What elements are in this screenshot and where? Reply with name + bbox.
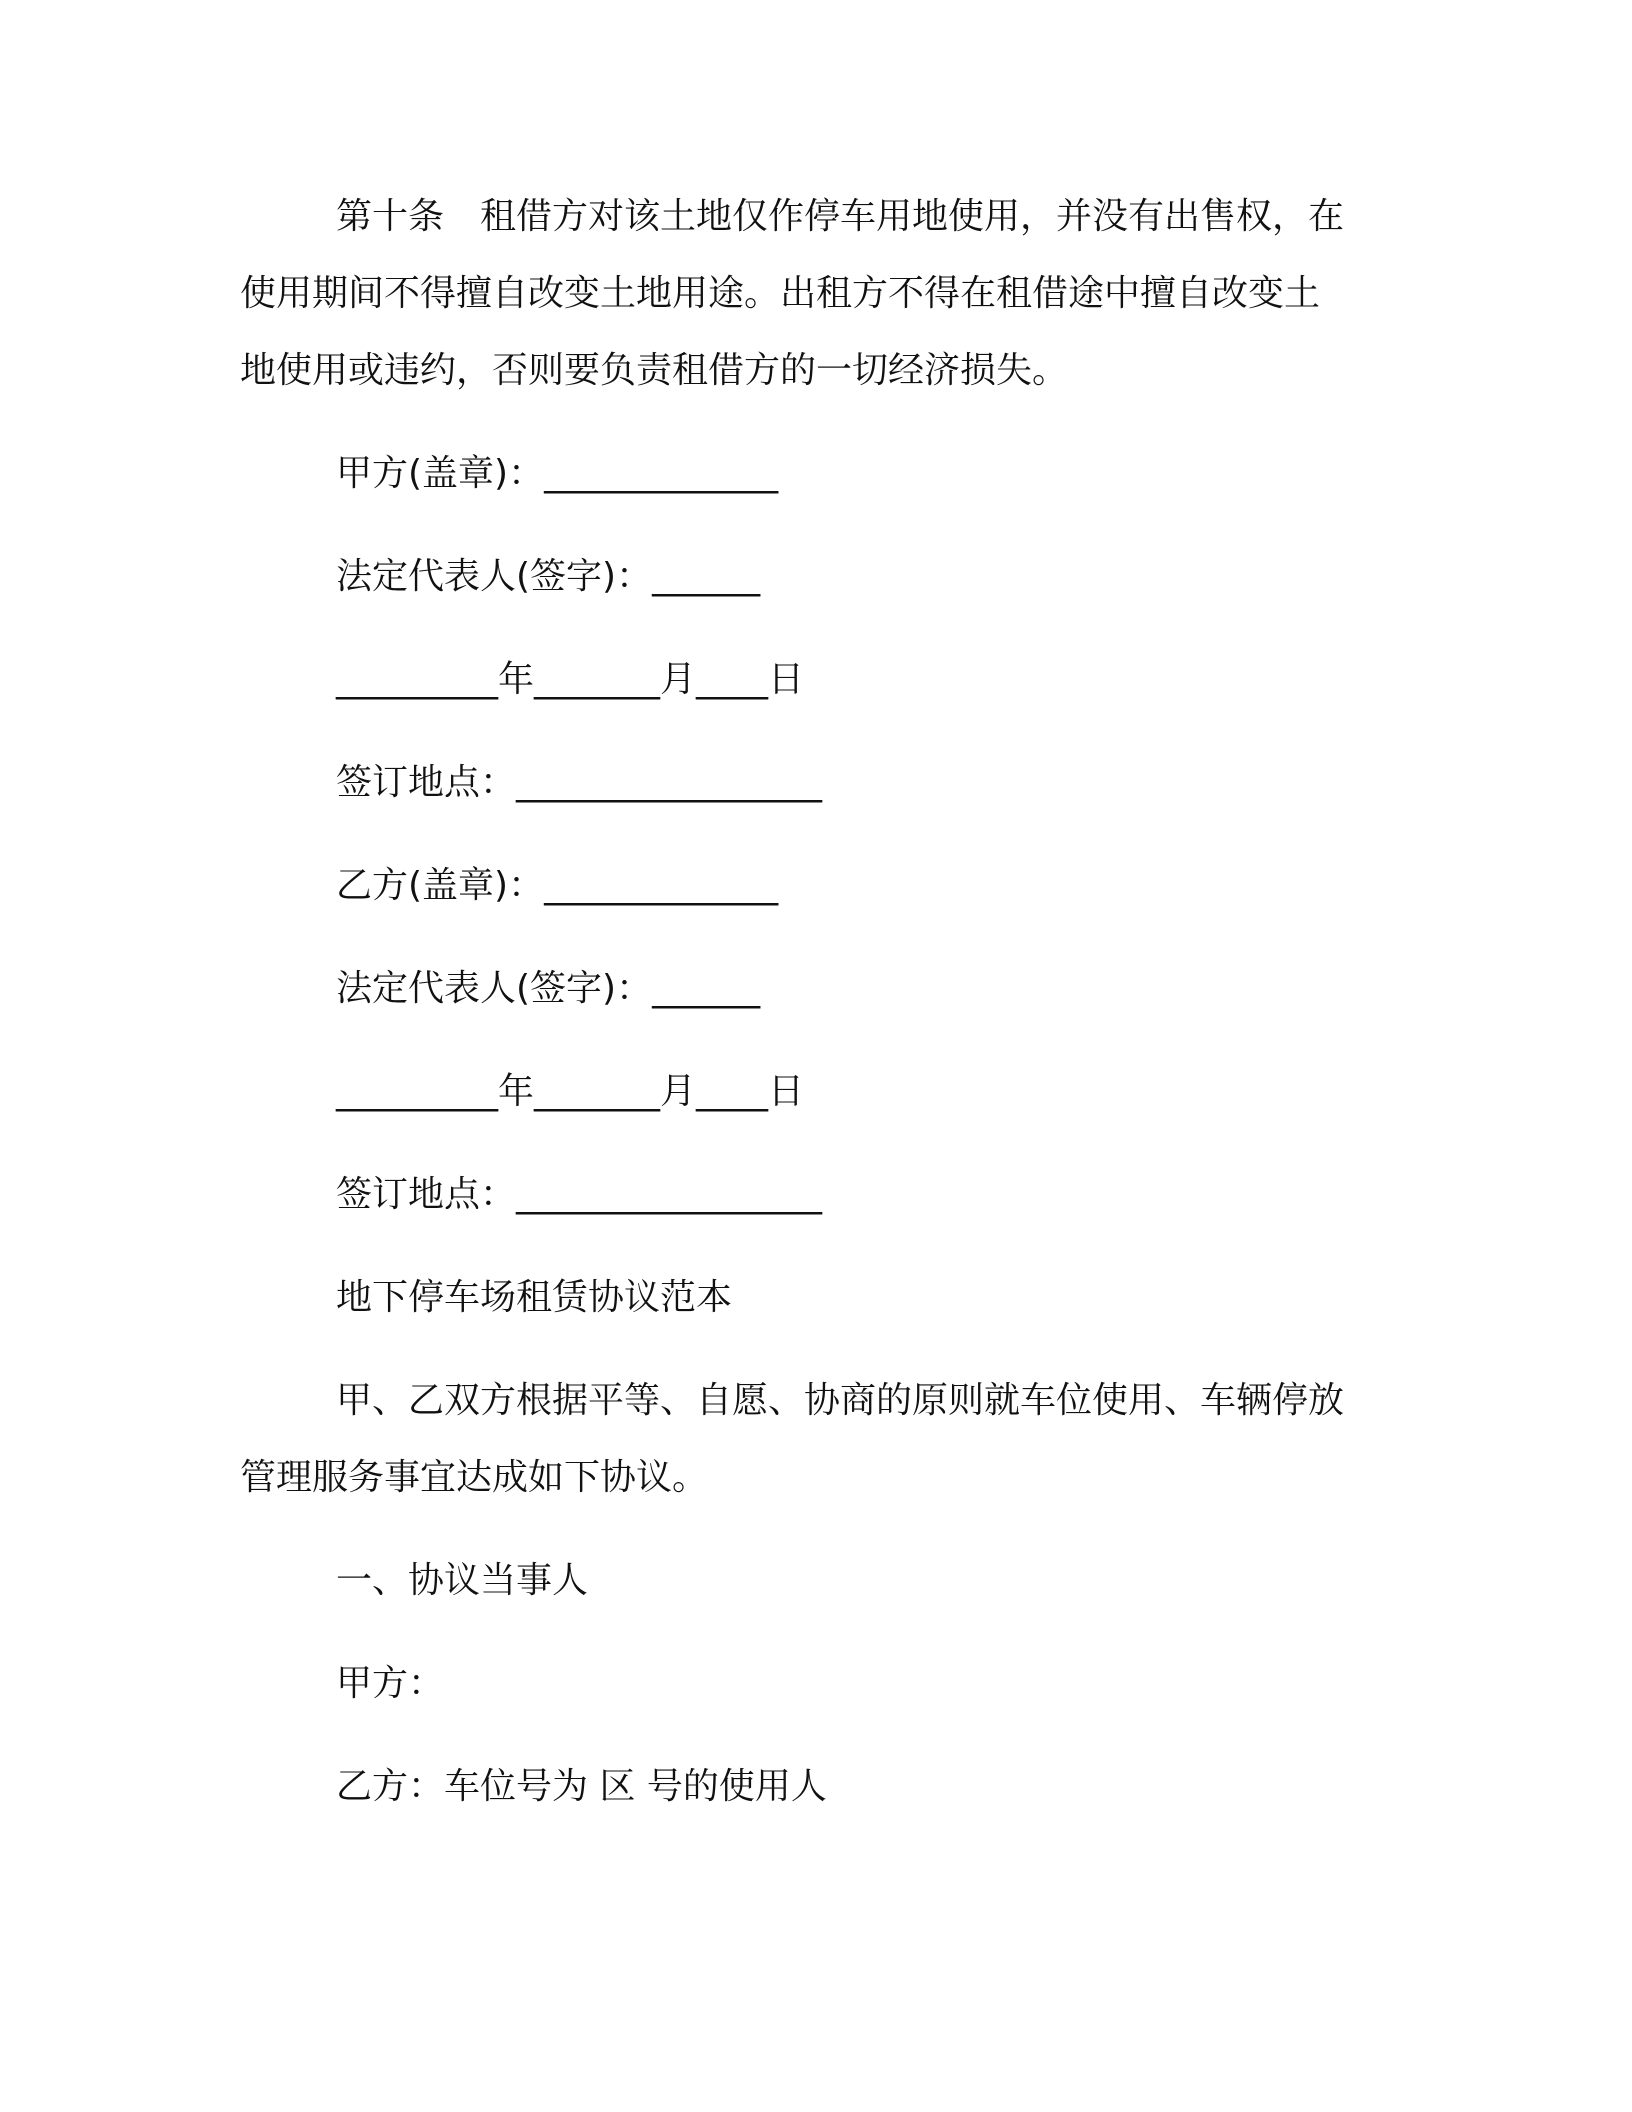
party-b-place-line: 签订地点：_________________	[336, 1174, 823, 1215]
party-b-seal-line: 乙方(盖章)：_____________	[336, 865, 779, 906]
intro-line-2: 管理服务事宜达成如下协议。	[240, 1457, 709, 1498]
article-10-line-3: 地使用或违约，否则要负责租借方的一切经济损失。	[240, 350, 1069, 391]
party-a-place-line: 签订地点：_________________	[336, 762, 823, 803]
article-10-line-2: 使用期间不得擅自改变土地用途。出租方不得在租借途中擅自改变土	[240, 273, 1321, 314]
intro-line-1: 甲、乙双方根据平等、自愿、协商的原则就车位使用、车辆停放	[336, 1380, 1345, 1421]
party-a-seal-line: 甲方(盖章)：_____________	[336, 453, 779, 494]
section-1-party-a: 甲方：	[336, 1663, 445, 1704]
party-b-date-line: _________年_______月____日	[336, 1071, 804, 1112]
party-a-rep-signature-line: 法定代表人(签字)：______	[336, 556, 761, 597]
party-a-date-line: _________年_______月____日	[336, 659, 804, 700]
section-heading: 地下停车场租赁协议范本	[336, 1277, 733, 1318]
party-b-rep-signature-line: 法定代表人(签字)：______	[336, 968, 761, 1009]
article-10-line-1: 第十条 租借方对该土地仅作停车用地使用，并没有出售权，在	[336, 196, 1345, 237]
section-1-title: 一、协议当事人	[336, 1560, 589, 1601]
section-1-party-b: 乙方：车位号为 区 号的使用人	[336, 1766, 827, 1807]
